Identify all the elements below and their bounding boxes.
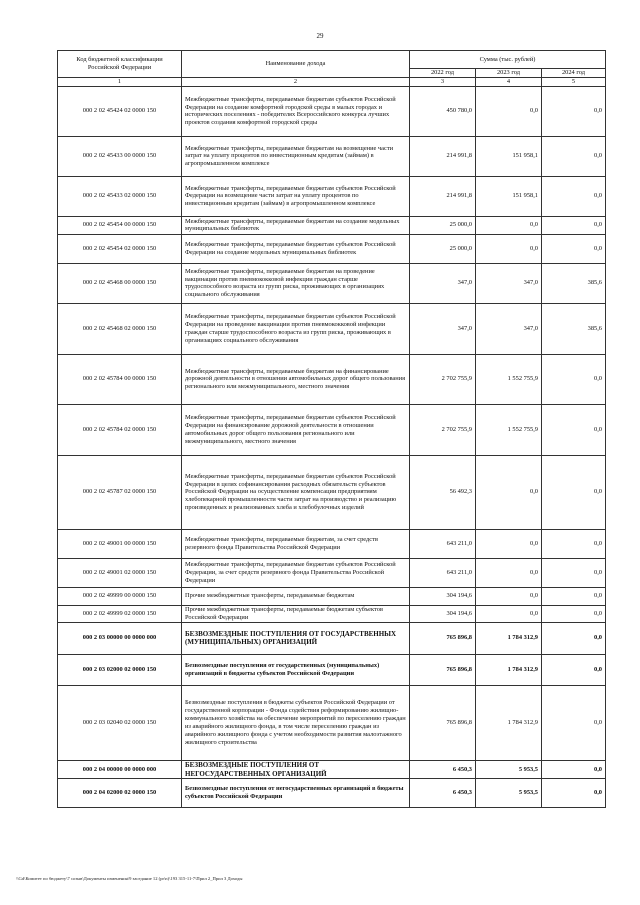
value-2024-cell: 0,0 bbox=[542, 685, 606, 760]
header-name: Наименование дохода bbox=[182, 51, 410, 78]
footer-file-path: \\Gd\Комитет по бюджету\7 созыв\Документы изменения\9 заседание 12 (pr\n)\193 315-11-7\Прил 2_Прил 3 Доходы bbox=[16, 876, 243, 881]
value-2024-cell: 0,0 bbox=[542, 136, 606, 176]
value-2023-cell: 0,0 bbox=[476, 558, 542, 587]
name-cell: Межбюджетные трансферты, передаваемые бюджетам субъектов Российской Федерации в целях софинансирования расходных обязательств субъектов Российской Федерации на осуществление компенсации предприятиям хлебопекарной промышленности части затрат на производство и реализацию произведенных и реализованных хлеба и хлебобулочных изделий bbox=[182, 455, 410, 529]
value-2023-cell: 0,0 bbox=[476, 605, 542, 622]
name-cell: Межбюджетные трансферты, передаваемые бюджетам на проведение вакцинации против пневмококковой инфекции граждан старше трудоспособного возраста из групп риска, проживающих в организациях социального обслуживания bbox=[182, 263, 410, 303]
value-2024-cell: 0,0 bbox=[542, 587, 606, 605]
name-cell: Межбюджетные трансферты, передаваемые бюджетам субъектов Российской Федерации на финансирование дорожной деятельности в отношении автомобильных дорог общего пользования регионального или межмуниципального, местного значения bbox=[182, 404, 410, 455]
page-number: 29 bbox=[316, 32, 324, 40]
table-row bbox=[58, 605, 606, 622]
table-row bbox=[58, 354, 606, 404]
table-row bbox=[58, 263, 606, 303]
value-2022-cell: 450 780,0 bbox=[410, 86, 476, 136]
value-2024-cell: 0,0 bbox=[542, 234, 606, 263]
value-2023-cell: 0,0 bbox=[476, 529, 542, 558]
name-cell: Межбюджетные трансферты, передаваемые бюджетам на создание модельных муниципальных библиотек bbox=[182, 216, 410, 234]
value-2023-cell: 347,0 bbox=[476, 263, 542, 303]
value-2023-cell: 5 953,5 bbox=[476, 779, 542, 808]
name-cell: Безвозмездные поступления от государственных (муниципальных) организаций в бюджеты субъектов Российской Федерации bbox=[182, 654, 410, 685]
value-2022-cell: 25 000,0 bbox=[410, 234, 476, 263]
value-2024-cell: 0,0 bbox=[542, 86, 606, 136]
value-2024-cell: 0,0 bbox=[542, 654, 606, 685]
value-2022-cell: 214 991,8 bbox=[410, 176, 476, 216]
value-2022-cell: 2 702 755,9 bbox=[410, 354, 476, 404]
value-2022-cell: 214 991,8 bbox=[410, 136, 476, 176]
value-2022-cell: 304 194,6 bbox=[410, 587, 476, 605]
value-2024-cell: 0,0 bbox=[542, 354, 606, 404]
value-2024-cell: 0,0 bbox=[542, 760, 606, 778]
header-code: Код бюджетной классификации Российской Федерации bbox=[58, 51, 182, 78]
value-2023-cell: 347,0 bbox=[476, 303, 542, 354]
table-row bbox=[58, 176, 606, 216]
table-row bbox=[58, 587, 606, 605]
value-2022-cell: 765 896,8 bbox=[410, 685, 476, 760]
value-2022-cell: 6 450,3 bbox=[410, 779, 476, 808]
code-cell: 000 2 02 49001 00 0000 150 bbox=[58, 529, 182, 558]
value-2023-cell: 0,0 bbox=[476, 234, 542, 263]
header-index-4: 4 bbox=[476, 78, 542, 87]
table-row bbox=[58, 558, 606, 587]
value-2024-cell: 0,0 bbox=[542, 558, 606, 587]
value-2023-cell: 0,0 bbox=[476, 216, 542, 234]
value-2022-cell: 765 896,8 bbox=[410, 654, 476, 685]
value-2024-cell: 0,0 bbox=[542, 605, 606, 622]
value-2023-cell: 0,0 bbox=[476, 455, 542, 529]
table-row bbox=[58, 455, 606, 529]
value-2024-cell: 385,6 bbox=[542, 263, 606, 303]
code-cell: 000 2 02 45468 02 0000 150 bbox=[58, 303, 182, 354]
table-body bbox=[58, 86, 606, 807]
name-cell: Межбюджетные трансферты, передаваемые бюджетам субъектов Российской Федерации на возмещение части затрат на уплату процентов по инвестиционным кредитам (займам) в агропромышленном комплексе bbox=[182, 176, 410, 216]
name-cell: Межбюджетные трансферты, передаваемые бюджетам субъектов Российской Федерации, за счет средств резервного фонда Правительства Российской Федерации bbox=[182, 558, 410, 587]
code-cell: 000 2 02 45433 00 0000 150 bbox=[58, 136, 182, 176]
value-2024-cell: 0,0 bbox=[542, 622, 606, 654]
table-row bbox=[58, 86, 606, 136]
table-row bbox=[58, 136, 606, 176]
name-cell: Межбюджетные трансферты, передаваемые бюджетам субъектов Российской Федерации на создание модельных муниципальных библиотек bbox=[182, 234, 410, 263]
code-cell: 000 2 03 00000 00 0000 000 bbox=[58, 622, 182, 654]
header-index-5: 5 bbox=[542, 78, 606, 87]
value-2023-cell: 1 552 755,9 bbox=[476, 354, 542, 404]
value-2022-cell: 56 492,3 bbox=[410, 455, 476, 529]
value-2023-cell: 151 958,1 bbox=[476, 176, 542, 216]
code-cell: 000 2 02 45424 02 0000 150 bbox=[58, 86, 182, 136]
header-year-2022: 2022 год bbox=[410, 69, 476, 78]
value-2022-cell: 765 896,8 bbox=[410, 622, 476, 654]
value-2024-cell: 385,6 bbox=[542, 303, 606, 354]
code-cell: 000 2 02 45787 02 0000 150 bbox=[58, 455, 182, 529]
value-2022-cell: 347,0 bbox=[410, 263, 476, 303]
value-2023-cell: 151 958,1 bbox=[476, 136, 542, 176]
table-row bbox=[58, 404, 606, 455]
value-2024-cell: 0,0 bbox=[542, 779, 606, 808]
table-row bbox=[58, 303, 606, 354]
code-cell: 000 2 02 45468 00 0000 150 bbox=[58, 263, 182, 303]
value-2022-cell: 304 194,6 bbox=[410, 605, 476, 622]
table-header bbox=[58, 51, 606, 87]
value-2022-cell: 25 000,0 bbox=[410, 216, 476, 234]
header-year-2024: 2024 год bbox=[542, 69, 606, 78]
value-2022-cell: 2 702 755,9 bbox=[410, 404, 476, 455]
name-cell: Безвозмездные поступления от негосударственных организаций в бюджеты субъектов Российской Федерации bbox=[182, 779, 410, 808]
name-cell: БЕЗВОЗМЕЗДНЫЕ ПОСТУПЛЕНИЯ ОТ НЕГОСУДАРСТВЕННЫХ ОРГАНИЗАЦИЙ bbox=[182, 760, 410, 778]
value-2024-cell: 0,0 bbox=[542, 529, 606, 558]
name-cell: Прочие межбюджетные трансферты, передаваемые бюджетам субъектов Российской Федерации bbox=[182, 605, 410, 622]
header-index-2: 2 bbox=[182, 78, 410, 87]
table-row bbox=[58, 760, 606, 778]
code-cell: 000 2 04 02000 02 0000 150 bbox=[58, 779, 182, 808]
table-row bbox=[58, 654, 606, 685]
table-row bbox=[58, 234, 606, 263]
value-2023-cell: 1 784 312,9 bbox=[476, 654, 542, 685]
name-cell: Безвозмездные поступления в бюджеты субъектов Российской Федерации от государственной корпорации - Фонда содействия реформированию жилищно-коммунального хозяйства на обеспечение мероприятий по переселению граждан из аварийного жилищного фонда, в том числе переселению граждан из аварийного жилищного фонда с учетом необходимости развития малоэтажного жилищного строительства bbox=[182, 685, 410, 760]
value-2023-cell: 1 784 312,9 bbox=[476, 685, 542, 760]
header-index-3: 3 bbox=[410, 78, 476, 87]
code-cell: 000 2 02 45454 02 0000 150 bbox=[58, 234, 182, 263]
code-cell: 000 2 02 45784 02 0000 150 bbox=[58, 404, 182, 455]
name-cell: Межбюджетные трансферты, передаваемые бюджетам на возмещение части затрат на уплату процентов по инвестиционным кредитам (займам) в агропромышленном комплексе bbox=[182, 136, 410, 176]
header-sum: Сумма (тыс. рублей) bbox=[410, 51, 606, 69]
code-cell: 000 2 03 02040 02 0000 150 bbox=[58, 685, 182, 760]
table-row bbox=[58, 685, 606, 760]
code-cell: 000 2 02 45784 00 0000 150 bbox=[58, 354, 182, 404]
value-2024-cell: 0,0 bbox=[542, 404, 606, 455]
value-2024-cell: 0,0 bbox=[542, 176, 606, 216]
name-cell: Прочие межбюджетные трансферты, передаваемые бюджетам bbox=[182, 587, 410, 605]
table-row bbox=[58, 622, 606, 654]
header-year-2023: 2023 год bbox=[476, 69, 542, 78]
code-cell: 000 2 02 45433 02 0000 150 bbox=[58, 176, 182, 216]
code-cell: 000 2 02 49001 02 0000 150 bbox=[58, 558, 182, 587]
value-2022-cell: 6 450,3 bbox=[410, 760, 476, 778]
header-index-1: 1 bbox=[58, 78, 182, 87]
table-row bbox=[58, 216, 606, 234]
value-2023-cell: 5 953,5 bbox=[476, 760, 542, 778]
value-2023-cell: 1 552 755,9 bbox=[476, 404, 542, 455]
value-2024-cell: 0,0 bbox=[542, 455, 606, 529]
name-cell: Межбюджетные трансферты, передаваемые бюджетам на финансирование дорожной деятельности в отношении автомобильных дорог общего пользования регионального или межмуниципального, местного значения bbox=[182, 354, 410, 404]
table-row bbox=[58, 529, 606, 558]
code-cell: 000 2 02 45454 00 0000 150 bbox=[58, 216, 182, 234]
value-2022-cell: 643 211,0 bbox=[410, 529, 476, 558]
revenue-table bbox=[57, 50, 606, 808]
value-2022-cell: 347,0 bbox=[410, 303, 476, 354]
value-2023-cell: 1 784 312,9 bbox=[476, 622, 542, 654]
value-2023-cell: 0,0 bbox=[476, 86, 542, 136]
value-2024-cell: 0,0 bbox=[542, 216, 606, 234]
name-cell: Межбюджетные трансферты, передаваемые бюджетам субъектов Российской Федерации на создание комфортной городской среды в малых городах и исторических поселениях - победителях Всероссийского конкурса лучших проектов создания комфортной городской среды bbox=[182, 86, 410, 136]
code-cell: 000 2 04 00000 00 0000 000 bbox=[58, 760, 182, 778]
code-cell: 000 2 02 49999 00 0000 150 bbox=[58, 587, 182, 605]
code-cell: 000 2 02 49999 02 0000 150 bbox=[58, 605, 182, 622]
value-2022-cell: 643 211,0 bbox=[410, 558, 476, 587]
table-row bbox=[58, 779, 606, 808]
name-cell: Межбюджетные трансферты, передаваемые бюджетам субъектов Российской Федерации на проведение вакцинации против пневмококковой инфекции граждан старше трудоспособного возраста из групп риска, проживающих в организациях социального обслуживания bbox=[182, 303, 410, 354]
code-cell: 000 2 03 02000 02 0000 150 bbox=[58, 654, 182, 685]
name-cell: БЕЗВОЗМЕЗДНЫЕ ПОСТУПЛЕНИЯ ОТ ГОСУДАРСТВЕННЫХ (МУНИЦИПАЛЬНЫХ) ОРГАНИЗАЦИЙ bbox=[182, 622, 410, 654]
name-cell: Межбюджетные трансферты, передаваемые бюджетам, за счет средств резервного фонда Правительства Российской Федерации bbox=[182, 529, 410, 558]
value-2023-cell: 0,0 bbox=[476, 587, 542, 605]
